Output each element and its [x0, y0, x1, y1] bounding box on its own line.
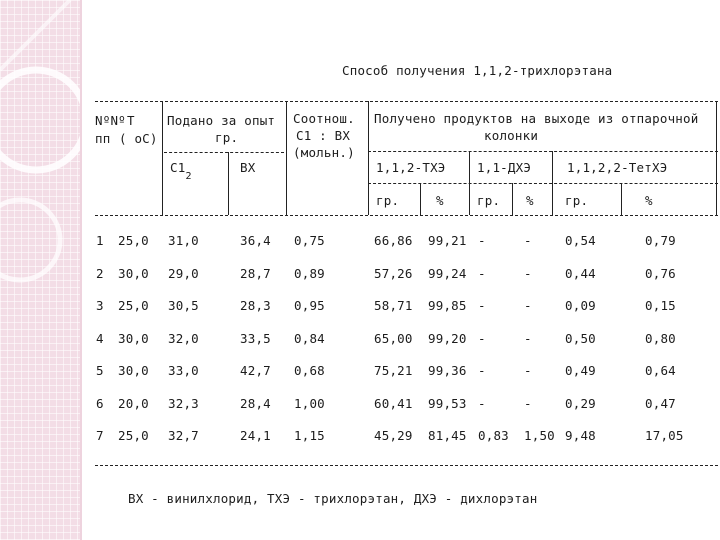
cell-vx: 36,4: [240, 233, 271, 248]
cell-dxe-pct: -: [524, 331, 532, 346]
cell-tetxe-gr: 0,09: [565, 298, 596, 313]
cell-cl2: 32,3: [168, 396, 199, 411]
cell-txe-pct: 99,36: [428, 363, 467, 378]
cell-ratio: 0,89: [294, 266, 325, 281]
products-header-divider: [368, 151, 718, 152]
cell-vx: 28,4: [240, 396, 271, 411]
header-bottom-border: [95, 215, 718, 216]
cell-txe-gr: 58,71: [374, 298, 413, 313]
cell-dxe-pct: -: [524, 233, 532, 248]
table-title: Способ получения 1,1,2-трихлорэтана: [342, 63, 613, 78]
header-pp: пп: [95, 131, 111, 146]
table-top-border: [95, 101, 718, 102]
cell-t: 30,0: [118, 331, 149, 346]
fed-header-divider: [164, 152, 284, 153]
cell-txe-gr: 66,86: [374, 233, 413, 248]
header-fed: Подано за опыт: [167, 113, 276, 128]
cell-ratio: 1,00: [294, 396, 325, 411]
col-divider-dxe-tetxe: [552, 151, 553, 215]
header-ratio: Соотнош.: [293, 111, 355, 126]
cell-vx: 24,1: [240, 428, 271, 443]
cell-ratio: 0,75: [294, 233, 325, 248]
cell-n: 4: [96, 331, 104, 346]
col-divider-tetxe-gr-pct: [621, 183, 622, 215]
col-divider-txe-dxe: [469, 151, 470, 215]
cell-n: 3: [96, 298, 104, 313]
cell-t: 25,0: [118, 298, 149, 313]
cell-t: 25,0: [118, 233, 149, 248]
cell-dxe-gr: -: [478, 298, 486, 313]
cell-dxe-gr: -: [478, 363, 486, 378]
cell-dxe-pct: 1,50: [524, 428, 555, 443]
header-txe: 1,1,2-ТХЭ: [376, 160, 446, 175]
cell-dxe-pct: -: [524, 396, 532, 411]
header-ratio-formula: С1 : ВХ: [296, 128, 351, 143]
cell-tetxe-pct: 0,64: [645, 363, 676, 378]
cell-ratio: 0,68: [294, 363, 325, 378]
header-nn: NºNº: [95, 113, 126, 128]
cell-dxe-pct: -: [524, 298, 532, 313]
cell-tetxe-gr: 0,49: [565, 363, 596, 378]
cell-tetxe-gr: 9,48: [565, 428, 596, 443]
header-products-cont: колонки: [484, 128, 539, 143]
cell-tetxe-pct: 17,05: [645, 428, 684, 443]
col-divider-cl2-vx: [228, 152, 229, 215]
cell-tetxe-pct: 0,47: [645, 396, 676, 411]
cell-dxe-pct: -: [524, 266, 532, 281]
cell-txe-pct: 99,53: [428, 396, 467, 411]
cell-txe-pct: 99,24: [428, 266, 467, 281]
header-products: Получено продуктов на выходе из отпарочной: [374, 111, 699, 126]
cell-txe-gr: 75,21: [374, 363, 413, 378]
cell-txe-gr: 60,41: [374, 396, 413, 411]
cell-txe-pct: 99,21: [428, 233, 467, 248]
header-cl2: $С1_2$: [170, 160, 192, 182]
cell-tetxe-pct: 0,80: [645, 331, 676, 346]
cell-vx: 33,5: [240, 331, 271, 346]
cell-ratio: 1,15: [294, 428, 325, 443]
cell-dxe-gr: -: [478, 331, 486, 346]
cell-txe-pct: 81,45: [428, 428, 467, 443]
header-t: Т: [127, 113, 135, 128]
cell-ratio: 0,84: [294, 331, 325, 346]
cell-txe-pct: 99,85: [428, 298, 467, 313]
cell-cl2: 31,0: [168, 233, 199, 248]
decorative-circles-graphic: [0, 0, 80, 540]
col-divider-fed-ratio: [286, 101, 287, 215]
header-txe-pct: %: [436, 193, 444, 208]
cell-dxe-gr: -: [478, 233, 486, 248]
cell-txe-gr: 45,29: [374, 428, 413, 443]
cell-txe-pct: 99,20: [428, 331, 467, 346]
header-fed-unit: гр.: [215, 130, 239, 145]
cell-n: 6: [96, 396, 104, 411]
cell-tetxe-gr: 0,50: [565, 331, 596, 346]
cell-ratio: 0,95: [294, 298, 325, 313]
footnote: ВХ - винилхлорид, ТХЭ - трихлорэтан, ДХЭ - дихлорэтан: [128, 491, 538, 506]
cell-n: 5: [96, 363, 104, 378]
cell-tetxe-pct: 0,79: [645, 233, 676, 248]
cell-t: 20,0: [118, 396, 149, 411]
cell-n: 1: [96, 233, 104, 248]
cell-dxe-gr: -: [478, 396, 486, 411]
cell-cl2: 29,0: [168, 266, 199, 281]
col-divider-ratio-products: [368, 101, 369, 215]
col-divider-dxe-gr-pct: [512, 183, 513, 215]
cell-cl2: 32,7: [168, 428, 199, 443]
cell-txe-gr: 57,26: [374, 266, 413, 281]
cell-tetxe-gr: 0,54: [565, 233, 596, 248]
header-vx: ВХ: [240, 160, 256, 175]
header-dxe-pct: %: [526, 193, 534, 208]
header-ratio-unit: (мольн.): [293, 145, 355, 160]
header-dxe-gr: гр.: [477, 193, 501, 208]
col-divider-txe-gr-pct: [420, 183, 421, 215]
cell-n: 2: [96, 266, 104, 281]
cell-vx: 42,7: [240, 363, 271, 378]
cell-dxe-pct: -: [524, 363, 532, 378]
cell-vx: 28,3: [240, 298, 271, 313]
header-txe-gr: гр.: [376, 193, 400, 208]
cell-t: 30,0: [118, 266, 149, 281]
header-t-unit: ( оС): [119, 131, 158, 146]
cell-txe-gr: 65,00: [374, 331, 413, 346]
header-dxe: 1,1-ДХЭ: [477, 160, 532, 175]
cell-cl2: 33,0: [168, 363, 199, 378]
cell-n: 7: [96, 428, 104, 443]
header-tetxe: 1,1,2,2-ТетХЭ: [567, 160, 668, 175]
col-divider-t-fed: [162, 101, 163, 215]
cell-t: 25,0: [118, 428, 149, 443]
cell-cl2: 32,0: [168, 331, 199, 346]
cell-tetxe-pct: 0,15: [645, 298, 676, 313]
header-tetxe-pct: %: [645, 193, 653, 208]
decorative-background-pattern: [0, 0, 80, 540]
cell-dxe-gr: 0,83: [478, 428, 509, 443]
header-tetxe-gr: гр.: [565, 193, 589, 208]
decorative-edge: [80, 0, 82, 540]
table-bottom-border: [95, 465, 718, 466]
cell-dxe-gr: -: [478, 266, 486, 281]
cell-cl2: 30,5: [168, 298, 199, 313]
table-right-border: [716, 101, 717, 215]
cell-tetxe-pct: 0,76: [645, 266, 676, 281]
cell-vx: 28,7: [240, 266, 271, 281]
cell-t: 30,0: [118, 363, 149, 378]
cell-tetxe-gr: 0,44: [565, 266, 596, 281]
cell-tetxe-gr: 0,29: [565, 396, 596, 411]
